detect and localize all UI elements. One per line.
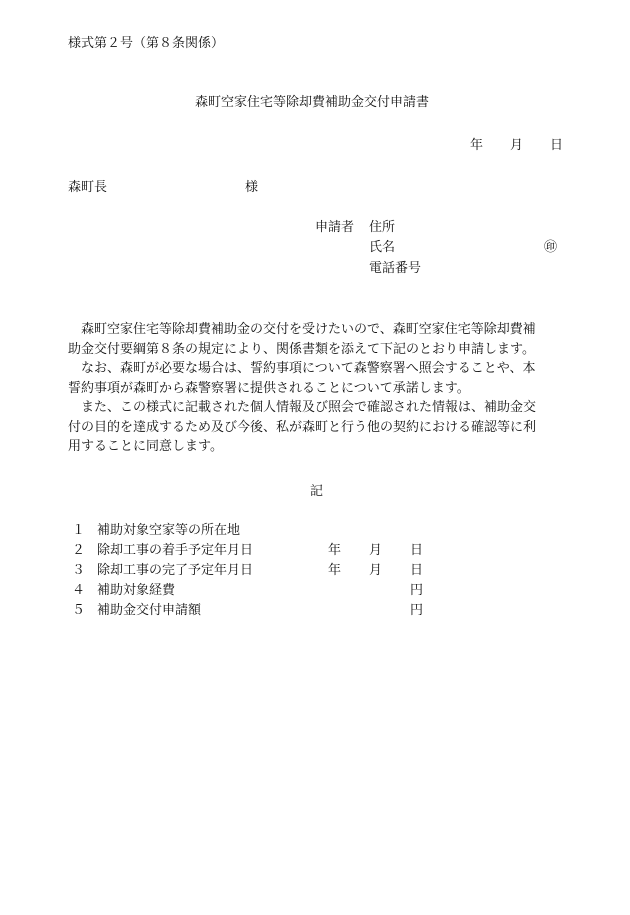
applicant-label: 申請者	[315, 220, 355, 235]
item-number: １	[72, 523, 86, 538]
name-label: 氏名	[369, 240, 396, 255]
addressee-honorific: 様	[245, 180, 259, 195]
item-label: 除却工事の完了予定年月日	[97, 563, 254, 578]
date-month-label: 月	[510, 138, 524, 153]
body-text	[68, 320, 568, 457]
address-label: 住所	[369, 220, 396, 235]
body-line: 用することに同意します。	[68, 439, 223, 454]
body-line: なお、森町が必要な場合は、誓約事項について森警察署へ照会することや、本	[81, 361, 536, 376]
document-title: 森町空家住宅等除却費補助金交付申請書	[195, 95, 430, 110]
body-line: 助金交付要綱第８条の規定により、関係書類を添えて下記のとおり申請します。	[68, 341, 535, 357]
date-day-label: 日	[550, 138, 564, 153]
form-number: 様式第２号（第８条関係）	[68, 36, 225, 51]
item-day-label: 日	[410, 543, 424, 558]
body-line: また、この様式に記載された個人情報及び照会で確認された情報は、補助金交	[81, 400, 537, 415]
item-number: ２	[72, 543, 86, 558]
item-yen-unit: 円	[410, 583, 424, 598]
item-month-label: 月	[369, 543, 383, 558]
seal-mark: ㊞	[544, 240, 558, 255]
body-line: 付の目的を達成するため及び今後、私が森町と行う他の契約における確認等に利	[68, 419, 537, 435]
body-line: 誓約事項が森町から森警察署に提供されることについて承諾します。	[68, 380, 470, 396]
item-number: ３	[72, 563, 86, 578]
item-number: ４	[72, 583, 86, 598]
item-day-label: 日	[410, 563, 424, 578]
item-year-label: 年	[328, 563, 342, 578]
phone-label: 電話番号	[369, 261, 422, 276]
item-label: 除却工事の着手予定年月日	[97, 543, 254, 558]
item-label: 補助対象空家等の所在地	[97, 523, 241, 538]
item-year-label: 年	[328, 543, 342, 558]
item-label: 補助金交付申請額	[97, 603, 202, 618]
addressee-mayor: 森町長	[68, 180, 108, 195]
body-line: 森町空家住宅等除却費補助金の交付を受けたいので、森町空家住宅等除却費補	[81, 322, 536, 337]
ki-heading: 記	[310, 484, 324, 499]
item-label: 補助対象経費	[97, 583, 176, 598]
date-year-label: 年	[470, 138, 484, 153]
item-yen-unit: 円	[410, 603, 424, 618]
item-month-label: 月	[369, 563, 383, 578]
item-number: ５	[72, 603, 86, 618]
